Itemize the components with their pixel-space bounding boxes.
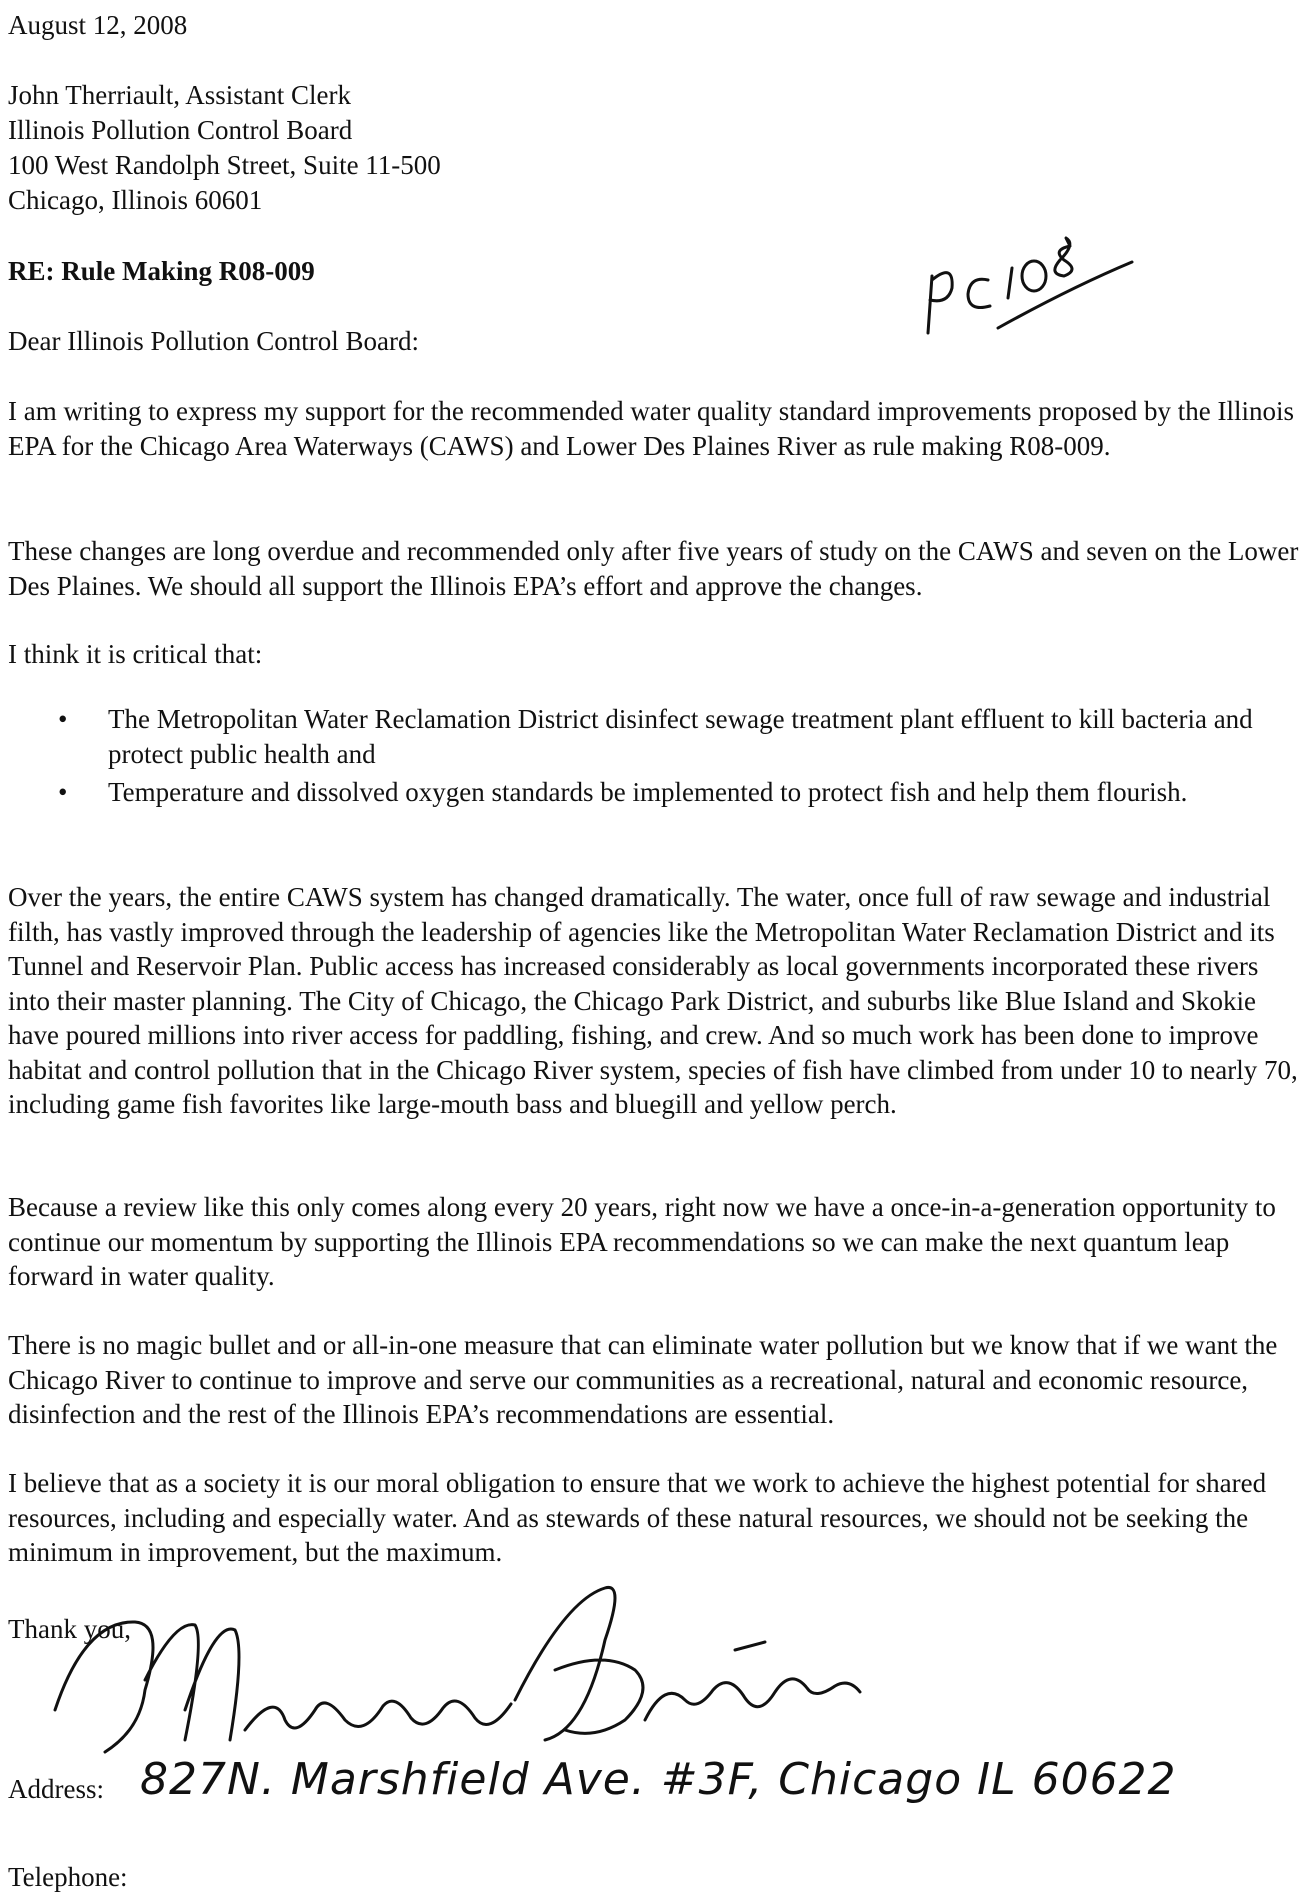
bullet-glyph: • — [58, 704, 68, 734]
bullet-glyph: • — [58, 777, 68, 807]
paragraph-overdue: These changes are long overdue and recommended only after five years of study on the CAWS and seven on the Lower Des Plaines. We should all support the Illinois EPA’s effort and approve the changes. — [8, 536, 1299, 601]
telephone-label: Telephone: — [8, 1862, 128, 1892]
list-item-text: Temperature and dissolved oxygen standards be implemented to protect fish and help them flourish. — [108, 777, 1188, 807]
recipient-street: 100 West Randolph Street, Suite 11-500 — [8, 150, 441, 180]
address-label: Address: — [8, 1774, 104, 1804]
list-item-text: The Metropolitan Water Reclamation District disinfect sewage treatment plant effluent to kill bacteria and protect public health and — [108, 704, 1253, 769]
letter-date: August 12, 2008 — [8, 10, 188, 40]
paragraph-moral-obligation: I believe that as a society it is our moral obligation to ensure that we work to achieve the highest potential for shared resources, including and especially water. And as stewards of these natural resources, we should not be seeking the minimum in improvement, but the maximum. — [8, 1468, 1267, 1567]
paragraph-review: Because a review like this only comes along every 20 years, right now we have a once-in-a-generation opportunity to continue our momentum by supporting the Illinois EPA recommendations so we can make the next quantum leap forward in water quality. — [8, 1192, 1276, 1291]
list-item — [58, 702, 1288, 772]
paragraph-critical: I think it is critical that: — [8, 639, 263, 669]
handwritten-signature — [45, 1580, 865, 1770]
recipient-city: Chicago, Illinois 60601 — [8, 185, 263, 215]
critical-points-list — [58, 702, 1288, 813]
paragraph-no-magic-bullet: There is no magic bullet and or all-in-one measure that can eliminate water pollution but we know that if we want the Chicago River to continue to improve and serve our communities as a recreational, natural and economic resource, disinfection and the rest of the Illinois EPA’s recommendations are essential. — [8, 1330, 1278, 1429]
closing: Thank you, — [8, 1614, 131, 1644]
handwritten-pc-mark — [910, 228, 1140, 348]
paragraph-history: Over the years, the entire CAWS system has changed dramatically. The water, once full of raw sewage and industrial filth, has vastly improved through the leadership of agencies like the Metropolitan Water Reclamation District and its Tunnel and Reservoir Plan. Public access has increased considerably as local governments incorporated these rivers into their master planning. The City of Chicago, the Chicago Park District, and suburbs like Blue Island and Skokie have poured millions into river access for paddling, fishing, and crew. And so much work has been done to improve habitat and control pollution that in the Chicago River system, species of fish have climbed from under 10 to nearly 70, including game fish favorites like large-mouth bass and bluegill and yellow perch. — [8, 882, 1298, 1119]
address-handwritten: 827N. Marshfield Ave. #3F, Chicago IL 60622 — [140, 1754, 1177, 1805]
subject-line: RE: Rule Making R08-009 — [8, 256, 315, 286]
salutation: Dear Illinois Pollution Control Board: — [8, 326, 419, 356]
recipient-name: John Therriault, Assistant Clerk — [8, 80, 351, 110]
paragraph-support: I am writing to express my support for the recommended water quality standard improvements proposed by the Illinois EPA for the Chicago Area Waterways (CAWS) and Lower Des Plaines River as rule making R08-009. — [8, 396, 1294, 461]
list-item — [58, 775, 1288, 810]
recipient-organization: Illinois Pollution Control Board — [8, 115, 353, 145]
